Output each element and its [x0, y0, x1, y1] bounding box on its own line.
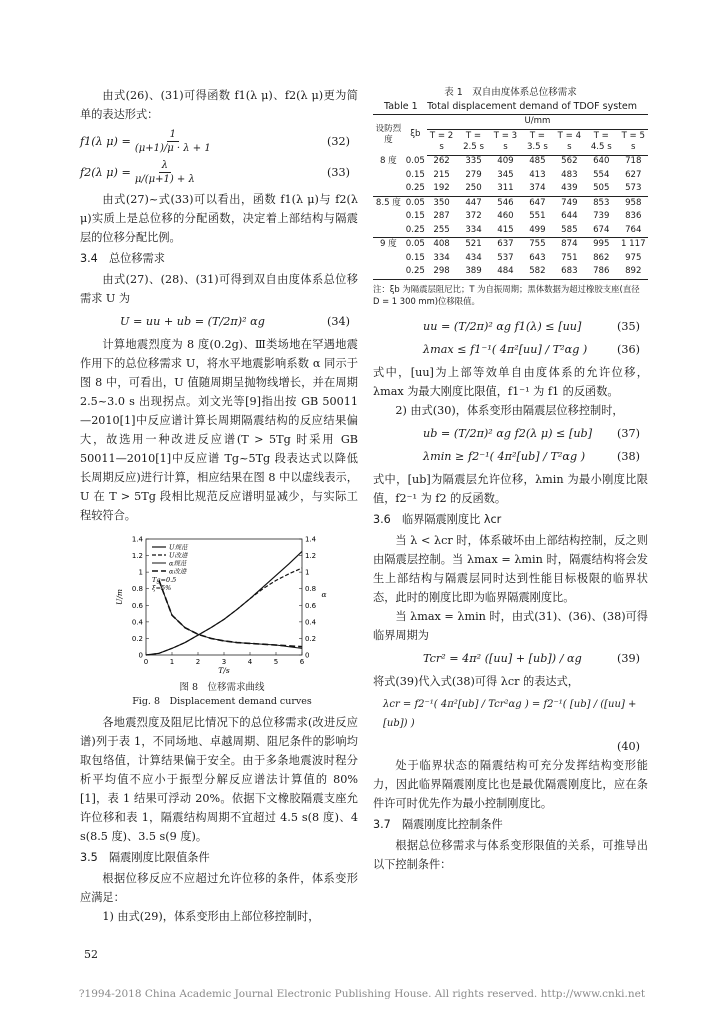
table-cell: 0.05: [405, 197, 425, 208]
table-row: [373, 224, 648, 238]
table-cell: 311: [497, 183, 514, 193]
y-tick-label: 1.2: [131, 552, 143, 561]
y-right-tick-label: 0.8: [305, 585, 317, 594]
table-cell: 8.5 度: [375, 197, 401, 208]
x-tick-label: 0: [143, 658, 149, 666]
figure-8: [112, 531, 332, 709]
table-title-cn: 表 1 双自由度体系总位移需求: [444, 87, 577, 98]
series-line-4: [159, 580, 302, 646]
paragraph: 处于临界状态的隔震结构可充分发挥结构变形能力，因此临界隔震刚度比也是最优隔震刚度比，应在条件许可时优先作为最小控制刚度比。: [373, 758, 648, 810]
eq40-expr: λcr = f2⁻¹( 4π²[ub] / Tcr²αg ) = f2⁻¹( [ub] / ([uu] + [ub]) ): [383, 698, 637, 729]
y-tick-label: 0.4: [131, 618, 143, 627]
table-cell: 0.25: [405, 266, 425, 276]
paragraph: 将式(39)代入式(38)可得 λcr 的表达式，: [373, 674, 579, 688]
table-cell: [373, 182, 404, 196]
eq34-expr: U = uu + ub = (T/2π)² αg: [120, 315, 265, 328]
table-cell: 334: [433, 252, 450, 263]
table-cell: 287: [433, 211, 450, 221]
y-right-tick-label: 1.2: [305, 552, 317, 561]
table-cell: [373, 252, 404, 266]
legend-label: U规范: [169, 543, 188, 552]
table-cell: 718: [625, 156, 642, 166]
table-cell: [373, 265, 404, 279]
table-cell: 874: [561, 239, 578, 249]
table-row: [373, 155, 648, 169]
legend-label: α改进: [169, 567, 187, 576]
table-cell: 862: [593, 252, 610, 263]
eq38-expr: λmin ≥ f2⁻¹( 4π²[ub] / T²αg ): [423, 449, 586, 463]
x-tick-label: 3: [221, 658, 227, 666]
table-cell: 627: [625, 169, 642, 180]
table-cell: 554: [593, 169, 610, 180]
table-cell: 499: [529, 224, 546, 235]
table-body: [373, 155, 648, 279]
table-cell: 192: [433, 183, 450, 193]
eq35-expr: uu = (T/2π)² αg f1(λ) ≤ [uu]: [423, 319, 582, 333]
table-row: [373, 265, 648, 279]
y-axis-label: U/m: [115, 589, 124, 605]
table-row: [373, 252, 648, 266]
eq32-lhs: f1(λ μ) =: [80, 135, 131, 148]
table-cell: 415: [497, 224, 514, 235]
eq33-num: λ: [159, 159, 171, 173]
table-cell: 439: [561, 183, 578, 193]
table-cell: 279: [465, 169, 482, 180]
table-cell: 334: [465, 224, 482, 235]
table-row: [373, 238, 648, 252]
table-cell: [373, 210, 404, 224]
legend-label: α规范: [169, 559, 187, 568]
paragraph: 1) 由式(29)，体系变形由上部位移控制时，: [102, 910, 320, 923]
eq38-number: (38): [617, 449, 640, 463]
table-period-header: T = 5 s: [621, 130, 645, 152]
eq40-number: (40): [617, 739, 640, 753]
equation-39: [373, 649, 648, 668]
paragraph: 由式(27)、(28)、(31)可得到双自由度体系总位移需求 U 为: [80, 273, 358, 305]
table-cell: 255: [433, 224, 450, 235]
table-cell: 460: [497, 211, 514, 221]
table-cell: 447: [465, 197, 482, 208]
paragraph: 2) 由式(30)，体系变形由隔震层位移控制时，: [395, 403, 624, 417]
table-cell: 995: [593, 239, 610, 249]
table-row: [373, 182, 648, 196]
eq34-number: (34): [327, 315, 350, 328]
paragraph: 当 λ < λcr 时，体系破坏由上部结构控制，反之则由隔震层控制。当 λmax = λmin 时，隔震结构将会发生上部结构与隔震层同时达到性能目标极限的临界状态，此时的刚度比即为临界隔震刚度比。: [373, 533, 648, 604]
equation-34: [80, 312, 358, 331]
table-cell: [373, 224, 404, 238]
table-cell: 640: [593, 156, 610, 166]
table-period-header: T = 2.5 s: [463, 130, 484, 152]
figure-caption-cn: 图 8 位移需求曲线: [179, 682, 265, 693]
table-cell: 0.05: [405, 239, 425, 249]
table-period-header: T = 4.5 s: [590, 130, 612, 152]
x-tick-label: 6: [299, 658, 305, 666]
chart-legend: [152, 544, 189, 593]
eq32-num: 1: [167, 128, 179, 142]
table-cell: 975: [625, 252, 642, 263]
table-cell: 409: [497, 156, 514, 166]
paragraph: 式中，[ub]为隔震层允许位移，λmin 为最小刚度比限值，f2⁻¹ 为 f2 的反函数。: [373, 472, 648, 505]
table-cell: 389: [465, 266, 482, 276]
paragraph: 计算地震烈度为 8 度(0.2g)、Ⅲ类场地在罕遇地震作用下的总位移需求 U，将水平地震影响系数 α 同示于图 8 中，可看出，U 值随周期呈抛物线增长，并在周期 2.5~3.0 s 出现拐点。刘文光等[9]指出按 GB 50011—2010[1]中反应谱计算长周期隔震结构的反应结果偏大，故选用一种改进反应谱(T > 5Tg 时采用 GB 50011—2010[1]中反应谱 Tg~5Tg 段表达式以降低长周期反应)进行计算，相应结果在图 8 中以虚线表示，U 在 T > 5Tg 段相比规范反应谱明显减少，与实际工程较符合。: [80, 338, 358, 522]
table-period-header: T = 3.5 s: [526, 130, 548, 152]
table-cell: 892: [625, 266, 642, 276]
table-cell: 262: [433, 156, 450, 166]
paragraph: 由式(27)~式(33)可以看出，函数 f1(λ μ)与 f2(λ μ)实质上是总位移的分配函数，决定着上部结构与隔震层的位移分配比例。: [80, 193, 358, 244]
table-cell: 345: [497, 169, 514, 180]
y-right-tick-label: 0.2: [305, 634, 317, 643]
equation-33: [80, 159, 358, 186]
table-cell: 573: [625, 183, 642, 193]
table-cell: 764: [625, 224, 642, 235]
table-row: [373, 210, 648, 224]
param-tg: Tg=0.5: [152, 576, 177, 584]
eq33-lhs: f2(λ μ) =: [80, 166, 131, 179]
table-cell: 683: [561, 266, 578, 276]
right-column: [373, 86, 648, 874]
y-right-tick-label: 0.4: [305, 618, 317, 627]
table-row: [373, 196, 648, 210]
table-cell: 215: [433, 169, 450, 180]
table-cell: 8 度: [379, 156, 397, 166]
table-cell: 836: [625, 211, 642, 221]
table-cell: 0.25: [405, 183, 425, 193]
table-cell: 674: [593, 224, 610, 235]
table-cell: 374: [529, 183, 546, 193]
page-number: 52: [84, 948, 98, 961]
y-right-axis-label: α: [321, 590, 327, 599]
x-axis-label: T/s: [218, 666, 230, 675]
table-cell: 739: [593, 211, 610, 221]
table-cell: 408: [433, 239, 450, 249]
eq39-expr: Tcr² = 4π² ([uu] + [ub]) / αg: [423, 651, 582, 665]
table-cell: 521: [465, 239, 482, 249]
table-cell: 350: [433, 197, 450, 208]
table-cell: 637: [497, 239, 514, 249]
table-cell: 505: [593, 183, 610, 193]
paragraph: 由式(26)、(31)可得函数 f1(λ μ)、f2(λ μ)更为简单的表达形式：: [80, 89, 358, 121]
table-head-xi: ξb: [410, 129, 421, 140]
table-period-header: T = 3 s: [493, 130, 518, 152]
y-tick-label: 0.6: [131, 601, 143, 610]
y-right-tick-label: 1.4: [305, 535, 317, 544]
paragraph: 根据总位移需求与体系变形限值的关系，可推导出以下控制条件：: [373, 838, 648, 871]
table-period-header: T = 2 s: [429, 130, 454, 152]
eq37-expr: ub = (T/2π)² αg f2(λ μ) ≤ [ub]: [423, 426, 593, 440]
eq35-number: (35): [617, 319, 640, 333]
table-cell: 484: [497, 266, 514, 276]
table-cell: 0.25: [405, 224, 425, 235]
table-cell: 958: [625, 197, 642, 208]
table-cell: 0.15: [405, 211, 425, 221]
table-cell: 250: [465, 183, 482, 193]
equation-35: [373, 317, 648, 336]
table-cell: 582: [529, 266, 546, 276]
legend-label: U改进: [169, 551, 188, 560]
section-heading-3-5: 3.5 隔震刚度比限值条件: [80, 851, 210, 864]
equation-32: [80, 128, 358, 155]
table-cell: 298: [433, 266, 450, 276]
table-cell: 751: [561, 252, 578, 263]
table-cell: 853: [593, 197, 610, 208]
table-cell: 434: [465, 252, 482, 263]
x-tick-label: 2: [195, 658, 201, 666]
y-right-tick-label: 0.6: [305, 601, 317, 610]
eq33-fraction: [135, 159, 195, 186]
paragraph: 各地震烈度及阻尼比情况下的总位移需求(改进反应谱)列于表 1，不同场地、卓越周期、阻尼条件的影响均取包络值，计算结果偏于安全。由于多条地震波时程分析平均值不应小于振型分解反应谱法计算值的 80%[1]，表 1 结果可浮动 20%。依据下文橡胶隔震支座允许位移和表 1，隔震结构周期不宜超过 4.5 s(8 度)、4 s(8.5 度)、3.5 s(9 度)。: [80, 716, 358, 843]
table-cell: 0.05: [405, 156, 425, 166]
figure-caption-en: Fig. 8 Displacement demand curves: [132, 696, 312, 707]
x-tick-label: 4: [247, 658, 253, 666]
table-cell: 413: [529, 169, 546, 180]
paragraph: 式中，[uu]为上部等效单自由度体系的允许位移，λmax 为最大刚度比限值，f1⁻¹ 为 f1 的反函数。: [373, 365, 648, 398]
table-cell: 755: [529, 239, 546, 249]
table-cell: 786: [593, 266, 610, 276]
x-tick-label: 1: [169, 658, 175, 666]
y-tick-label: 1.4: [131, 535, 143, 544]
table-cell: 537: [497, 252, 514, 263]
paragraph: 根据位移反应不应超过允许位移的条件，体系变形应满足：: [80, 872, 358, 904]
table-cell: 9 度: [379, 239, 397, 249]
table-row: [373, 169, 648, 183]
chart-axes: [115, 536, 327, 676]
eq32-fraction: [135, 128, 211, 155]
x-tick-label: 5: [273, 658, 279, 666]
table-cell: 0.15: [405, 169, 425, 180]
table-cell: 335: [465, 156, 482, 166]
y-tick-label: 0.2: [131, 634, 143, 643]
table-cell: 647: [529, 197, 546, 208]
table-period-header: T = 4 s: [557, 130, 582, 152]
section-heading-3-4: 3.4 总位移需求: [80, 252, 165, 265]
equation-36: [373, 340, 648, 359]
eq33-den: μ/(μ+1) + λ: [134, 174, 195, 185]
eq39-number: (39): [617, 651, 640, 665]
y-tick-label: 1: [138, 568, 143, 577]
table-cell: 585: [561, 224, 578, 235]
y-right-tick-label: 1: [305, 568, 310, 577]
table-cell: 372: [465, 211, 482, 221]
left-column: [80, 86, 358, 926]
table-cell: 551: [529, 211, 546, 221]
equation-37: [373, 424, 648, 443]
table-cell: 483: [561, 169, 578, 180]
copyright-footer: ?1994-2018 China Academic Journal Electronic Publishing House. All rights reserved. http://www.cnki.net: [78, 988, 646, 1000]
table-title-en: Table 1 Total displacement demand of TDOF system: [383, 101, 637, 112]
eq37-number: (37): [617, 426, 640, 440]
section-heading-3-6: 3.6 临界隔震刚度比 λcr: [373, 512, 502, 526]
eq36-expr: λmax ≤ f1⁻¹( 4π²[uu] / T²αg ): [423, 342, 588, 356]
eq32-den: (μ+1)/μ · λ + 1: [134, 143, 211, 154]
equation-40: [373, 695, 648, 733]
displacement-demand-chart: [112, 531, 332, 675]
table-cell: 546: [497, 197, 514, 208]
param-xi: ξ=5%: [152, 584, 172, 592]
eq36-number: (36): [617, 342, 640, 356]
eq32-number: (32): [327, 135, 350, 148]
table-cell: 485: [529, 156, 546, 166]
table-cell: 562: [561, 156, 578, 166]
table-1: [373, 114, 648, 280]
paragraph: 当 λmax = λmin 时，由式(31)、(36)、(38)可得临界周期为: [373, 609, 648, 642]
table-cell: 1 117: [620, 239, 646, 249]
table-cell: [373, 169, 404, 183]
table-cell: 749: [561, 197, 578, 208]
y-tick-label: 0: [138, 651, 143, 660]
table-head-unit: U/mm: [427, 115, 648, 130]
equation-38: [373, 447, 648, 466]
y-tick-label: 0.8: [131, 585, 143, 594]
table-note: 注：ξb 为隔震层阻尼比；T 为自振周期；黑体数据为超过橡胶支座(直径 D = 1 300 mm)位移限值。: [373, 283, 640, 306]
table-cell: 643: [529, 252, 546, 263]
section-heading-3-7: 3.7 隔震刚度比控制条件: [373, 817, 503, 831]
eq33-number: (33): [327, 166, 350, 179]
y-right-tick-label: 0: [305, 651, 310, 660]
table-cell: 0.15: [405, 252, 425, 263]
table-head-grade: 设防烈度: [375, 123, 402, 145]
table-cell: 644: [561, 211, 578, 221]
